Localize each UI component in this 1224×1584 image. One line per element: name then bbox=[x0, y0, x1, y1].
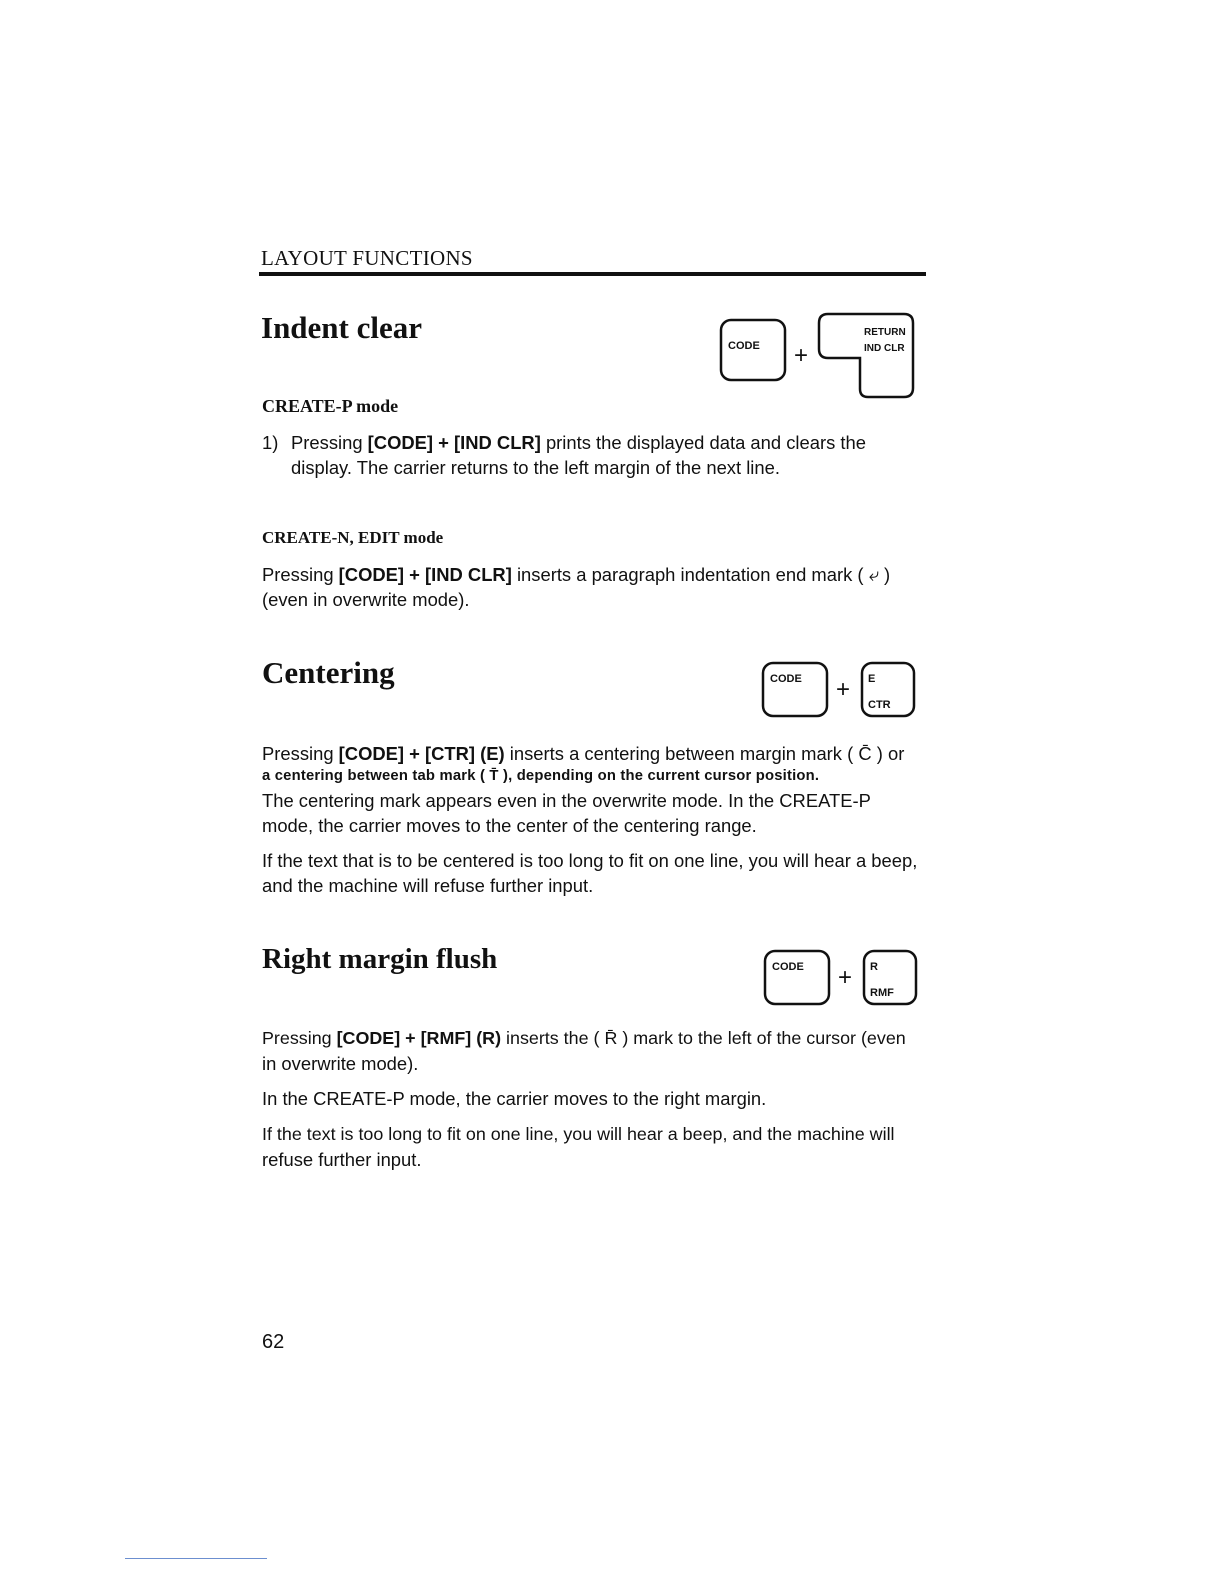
code-key-label: CODE bbox=[772, 961, 804, 973]
create-n-heading: CREATE-N, EDIT mode bbox=[262, 528, 444, 547]
text-run: Pressing bbox=[262, 743, 339, 764]
return-key-label: RETURN bbox=[864, 327, 906, 338]
text-run: Pressing bbox=[291, 432, 368, 453]
centering-line-3: The centering mark appears even in the overwrite mode. In the CREATE-P bbox=[262, 790, 871, 811]
page-number: 62 bbox=[262, 1331, 285, 1353]
plus-sign: + bbox=[794, 342, 809, 369]
code-key-label: CODE bbox=[770, 673, 802, 685]
create-p-line-2: display. The carrier returns to the left margin of the next line. bbox=[291, 457, 780, 478]
ctr-key-label: CTR bbox=[868, 699, 891, 711]
centering-line-5: If the text that is to be centered is too long to fit on one line, you will hear a beep, bbox=[262, 850, 918, 871]
text-run: Pressing bbox=[262, 564, 339, 585]
rmf-key-label: RMF bbox=[870, 987, 894, 999]
right-margin-line-4: If the text is too long to fit on one line, you will hear a beep, and the machine will bbox=[262, 1124, 895, 1144]
key-combo: [CODE] + [CTR] (E) bbox=[338, 743, 505, 764]
text-run: Pressing bbox=[262, 1028, 337, 1048]
indent-clear-title: Indent clear bbox=[261, 310, 423, 345]
plus-sign: + bbox=[838, 964, 853, 991]
code-key-label: CODE bbox=[728, 340, 760, 352]
bottom-edge-line bbox=[125, 1558, 267, 1559]
header-rule bbox=[259, 272, 926, 276]
text-run: inserts a centering between margin mark ( C̄ ) or bbox=[504, 743, 905, 764]
key-combo: [CODE] + [IND CLR] bbox=[338, 564, 512, 585]
create-n-line-2: (even in overwrite mode). bbox=[262, 589, 470, 610]
r-key-label: R bbox=[870, 961, 878, 973]
right-margin-title: Right margin flush bbox=[262, 943, 498, 975]
right-margin-keys-icon bbox=[762, 948, 922, 1008]
indent-clear-keys-icon bbox=[718, 312, 918, 400]
right-margin-line-2: in overwrite mode). bbox=[262, 1053, 419, 1074]
right-margin-line-1 bbox=[262, 1026, 906, 1051]
ind-clr-key-label: IND CLR bbox=[864, 343, 905, 354]
e-key-label: E bbox=[868, 673, 876, 685]
centering-keys-icon bbox=[760, 660, 920, 720]
create-p-heading: CREATE-P mode bbox=[262, 396, 399, 416]
code-key-icon bbox=[765, 951, 829, 1004]
text-run: prints the displayed data and clears the bbox=[540, 432, 866, 453]
key-combo: [CODE] + [RMF] (R) bbox=[336, 1028, 502, 1048]
centering-line-1 bbox=[262, 741, 904, 766]
right-margin-line-3: In the CREATE-P mode, the carrier moves to the right margin. bbox=[262, 1088, 767, 1109]
create-n-line-1 bbox=[262, 562, 890, 587]
centering-line-2: a centering between tab mark ( T̄ ), depending on the current cursor position. bbox=[262, 768, 820, 784]
right-margin-line-5: refuse further input. bbox=[262, 1149, 422, 1170]
centering-line-4: mode, the carrier moves to the center of the centering range. bbox=[262, 815, 757, 836]
section-header: LAYOUT FUNCTIONS bbox=[261, 246, 473, 270]
centering-line-6: and the machine will refuse further input. bbox=[262, 875, 594, 896]
create-p-item-number: 1) bbox=[262, 432, 279, 453]
create-p-line-1 bbox=[291, 430, 866, 455]
key-combo: [CODE] + [IND CLR] bbox=[367, 432, 541, 453]
text-run: inserts a paragraph indentation end mark ( ⤶ ) bbox=[511, 564, 891, 585]
plus-sign: + bbox=[836, 676, 851, 703]
centering-title: Centering bbox=[262, 655, 395, 690]
code-key-icon bbox=[763, 663, 827, 716]
text-run: inserts the ( R̄ ) mark to the left of the cursor (even bbox=[501, 1028, 906, 1048]
